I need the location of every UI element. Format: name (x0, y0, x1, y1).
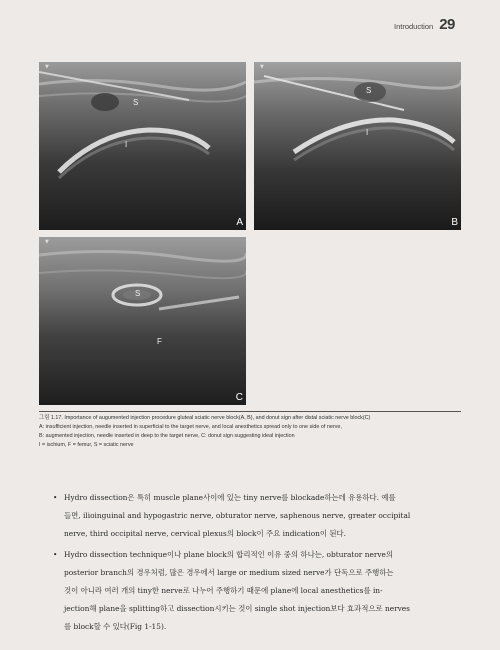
caption-line: B: augmented injection, needle inserted in deep to the target nerve, C: donut sign suggesting ideal injection (39, 433, 295, 439)
ultrasound-texture-c (39, 237, 246, 405)
bullet-line: 들면, ilioinguinal and hypogastric nerve, obturator nerve, saphenous nerve, greater occipital (64, 510, 411, 520)
page-number: 29 (439, 16, 455, 33)
bullet-line: 것이 아니라 여러 개의 tiny한 nerve로 나누어 주행하기 때문에 plane에 local anesthetics를 in- (64, 585, 383, 595)
label-ischium: I (125, 140, 128, 149)
label-femur: F (157, 337, 162, 346)
bullet-line: 를 block할 수 있다(Fig 1-15). (64, 621, 167, 631)
bullet-dot-icon: • (53, 493, 58, 502)
caption-line: A: insufficient injection, needle inserted in superficial to the target nerve, and local anesthetics spread only to one side of nerve, (39, 424, 342, 430)
bullet-item (53, 489, 462, 542)
bullet-line: jection해 plane을 splitting하고 dissection시키는 것이 single shot injection보다 효과적으로 nerves (64, 603, 410, 613)
caption-line: I = ischium, F = femur, S = sciatic nerve (39, 442, 134, 448)
bullet-line: Hydro dissection은 특히 muscle plane사이에 있는 tiny nerve를 blockade하는데 유용하다. 예를 (64, 493, 396, 502)
caption-top-rule (39, 411, 461, 412)
ultrasound-texture-a (39, 62, 246, 230)
bullet-line: Hydro dissection technique이나 plane block의 합리적인 이유 중의 하나는, obturator nerve의 (64, 550, 394, 560)
ultrasound-image-c (39, 237, 246, 405)
label-sciatic-nerve: S (135, 289, 141, 298)
ultrasound-texture-b (254, 62, 461, 230)
running-header (394, 16, 455, 33)
panel-letter: A (236, 217, 243, 228)
label-sciatic-nerve: S (133, 98, 139, 107)
panel-letter: C (235, 392, 243, 403)
bullet-list (53, 489, 462, 639)
ultrasound-image-a (39, 62, 246, 230)
ultrasound-image-b (254, 62, 461, 230)
bullet-line: nerve, third occipital nerve, cervical plexus의 block이 주요 indication이 된다. (64, 528, 347, 538)
probe-marker: ▼ (260, 64, 264, 70)
section-title: Introduction (394, 22, 434, 31)
caption-title: 그림 1.17. Importance of augumented injection procedure gluteal sciatic nerve block(A, B), and donut sign after distal sciatic nerve block(C) (39, 415, 371, 421)
label-sciatic-nerve: S (366, 86, 372, 95)
bullet-line: posterior branch의 경우처럼, 많은 경우에서 large or medium sized nerve가 단독으로 주행하는 (64, 568, 394, 578)
bullet-dot-icon: • (53, 550, 58, 560)
figure-caption (39, 414, 464, 450)
probe-marker: ▼ (45, 64, 49, 70)
probe-marker: ▼ (45, 239, 49, 245)
panel-letter: B (451, 217, 458, 228)
bullet-item (53, 546, 462, 635)
label-ischium: I (366, 128, 369, 137)
